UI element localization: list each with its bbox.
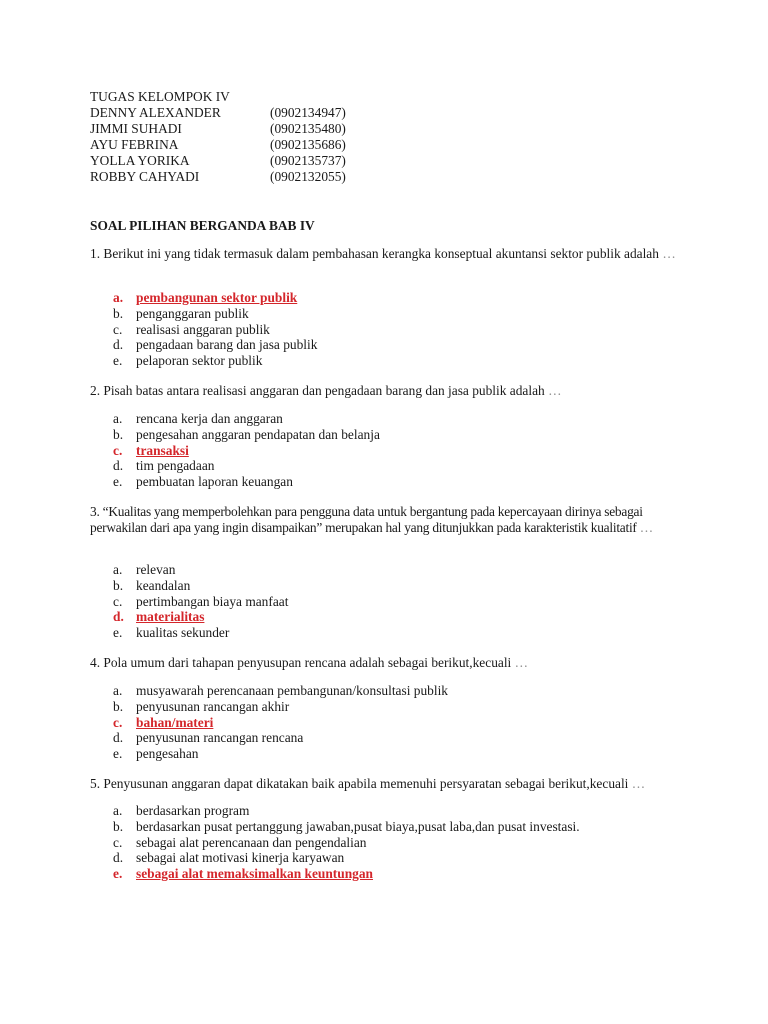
member-row: [90, 121, 346, 137]
question-1: [90, 246, 690, 262]
option: e. kualitas sekunder: [113, 625, 230, 641]
question-text: 2. Pisah batas antara realisasi anggaran dan pengadaan barang dan jasa publik adalah: [90, 383, 545, 398]
question-4: [90, 655, 690, 671]
option-correct: e. sebagai alat memaksimalkan keuntungan: [113, 866, 373, 882]
option: e. pelaporan sektor publik: [113, 353, 263, 369]
ellipsis: …: [548, 383, 562, 398]
member-row: [90, 105, 346, 121]
question-text: 5. Penyusunan anggaran dapat dikatakan baik apabila memenuhi persyaratan sebagai berikut,kecuali: [90, 776, 629, 791]
member-name: AYU FEBRINA: [90, 137, 179, 152]
option: b. pengesahan anggaran pendapatan dan belanja: [113, 426, 380, 442]
member-nim: (0902135686): [270, 137, 346, 152]
ellipsis: …: [639, 520, 653, 535]
option: b. keandalan: [113, 577, 191, 593]
ellipsis: …: [631, 776, 646, 791]
options-q1: [113, 290, 317, 369]
group-header: [90, 89, 346, 185]
question-5: [90, 776, 690, 792]
option-correct: a. pembangunan sektor publik: [113, 290, 298, 305]
option: d. penyusunan rancangan rencana: [113, 730, 304, 746]
option: c. pertimbangan biaya manfaat: [113, 593, 289, 609]
section-title: SOAL PILIHAN BERGANDA BAB IV: [90, 218, 315, 233]
member-nim: (0902132055): [270, 169, 346, 184]
question-2: [90, 383, 690, 399]
option: d. sebagai alat motivasi kinerja karyawan: [113, 850, 345, 866]
member-row: [90, 169, 346, 185]
option: a. relevan: [113, 562, 176, 577]
option-correct: c. bahan/materi: [113, 714, 214, 730]
option: b. penyusunan rancangan akhir: [113, 698, 290, 714]
options-q3: [113, 562, 288, 641]
question-text: 4. Pola umum dari tahapan penyusupan rencana adalah sebagai berikut,kecuali: [90, 655, 512, 670]
option: e. pembuatan laporan keuangan: [113, 474, 293, 490]
member-nim: (0902134947): [270, 105, 346, 120]
option: a. berdasarkan program: [113, 803, 250, 818]
question-text: 1. Berikut ini yang tidak termasuk dalam pembahasan kerangka konseptual akuntansi sektor publik adalah: [90, 246, 659, 261]
member-nim: (0902135480): [270, 121, 346, 136]
option-correct: d. materialitas: [113, 609, 205, 625]
ellipsis: …: [662, 246, 676, 261]
option: c. realisasi anggaran publik: [113, 321, 270, 337]
option: a. musyawarah perencanaan pembangunan/konsultasi publik: [113, 683, 448, 698]
option: d. pengadaan barang dan jasa publik: [113, 337, 318, 353]
option: d. tim pengadaan: [113, 458, 215, 474]
option: b. penganggaran publik: [113, 305, 249, 321]
option: e. pengesahan: [113, 746, 199, 762]
member-nim: (0902135737): [270, 153, 346, 168]
member-name: ROBBY CAHYADI: [90, 169, 200, 184]
question-3: [90, 504, 690, 536]
member-row: [90, 153, 346, 169]
member-row: [90, 137, 346, 153]
option: c. sebagai alat perencanaan dan pengendalian: [113, 834, 367, 850]
member-name: YOLLA YORIKA: [90, 153, 190, 168]
member-name: DENNY ALEXANDER: [90, 105, 221, 120]
options-q4: [113, 683, 448, 762]
ellipsis: …: [514, 655, 529, 670]
option: b. berdasarkan pusat pertanggung jawaban,pusat biaya,pusat laba,dan pusat investasi.: [113, 818, 580, 834]
option: a. rencana kerja dan anggaran: [113, 411, 283, 426]
option-correct: c. transaksi: [113, 442, 189, 458]
options-q2: [113, 411, 380, 490]
member-name: JIMMI SUHADI: [90, 121, 182, 136]
group-title: TUGAS KELOMPOK IV: [90, 89, 230, 104]
question-text: 3. “Kualitas yang memperbolehkan para pengguna data untuk bergantung pada kepercayaan dirinya sebagai perwakilan dari apa yang ingin disampaikan” merupakan hal yang ditunjukkan pada karakteristik kualitatif: [90, 504, 643, 535]
options-q5: [113, 803, 580, 882]
